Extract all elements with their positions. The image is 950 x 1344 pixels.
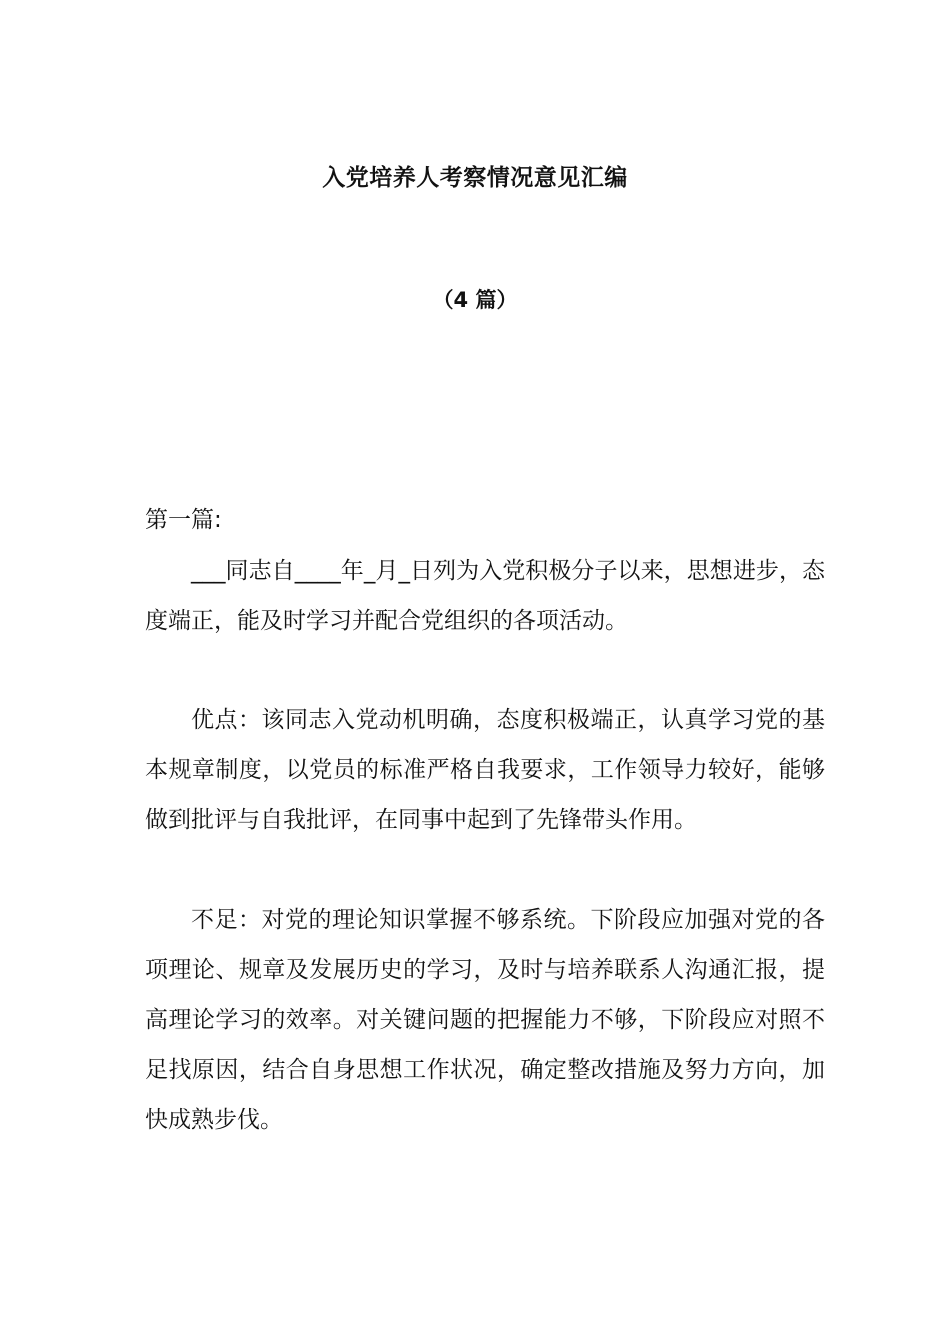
paragraph-intro: ___同志自____年_月_日列为入党积极分子以来，思想进步，态度端正，能及时学习并配合党组织的各项活动。: [145, 558, 825, 634]
section-heading: 第一篇:: [145, 507, 222, 533]
document-title: 入党培养人考察情况意见汇编: [322, 165, 628, 191]
paragraph-strengths: 优点：该同志入党动机明确，态度积极端正，认真学习党的基本规章制度，以党员的标准严格自我要求，工作领导力较好，能够做到批评与自我批评，在同事中起到了先锋带头作用。: [145, 707, 825, 833]
document-subtitle: （4 篇）: [432, 288, 518, 312]
paragraph-weaknesses: 不足：对党的理论知识掌握不够系统。下阶段应加强对党的各项理论、规章及发展历史的学习，及时与培养联系人沟通汇报，提高理论学习的效率。对关键问题的把握能力不够，下阶段应对照不足找原因，结合自身思想工作状况，确定整改措施及努力方向，加快成熟步伐。: [145, 907, 825, 1133]
